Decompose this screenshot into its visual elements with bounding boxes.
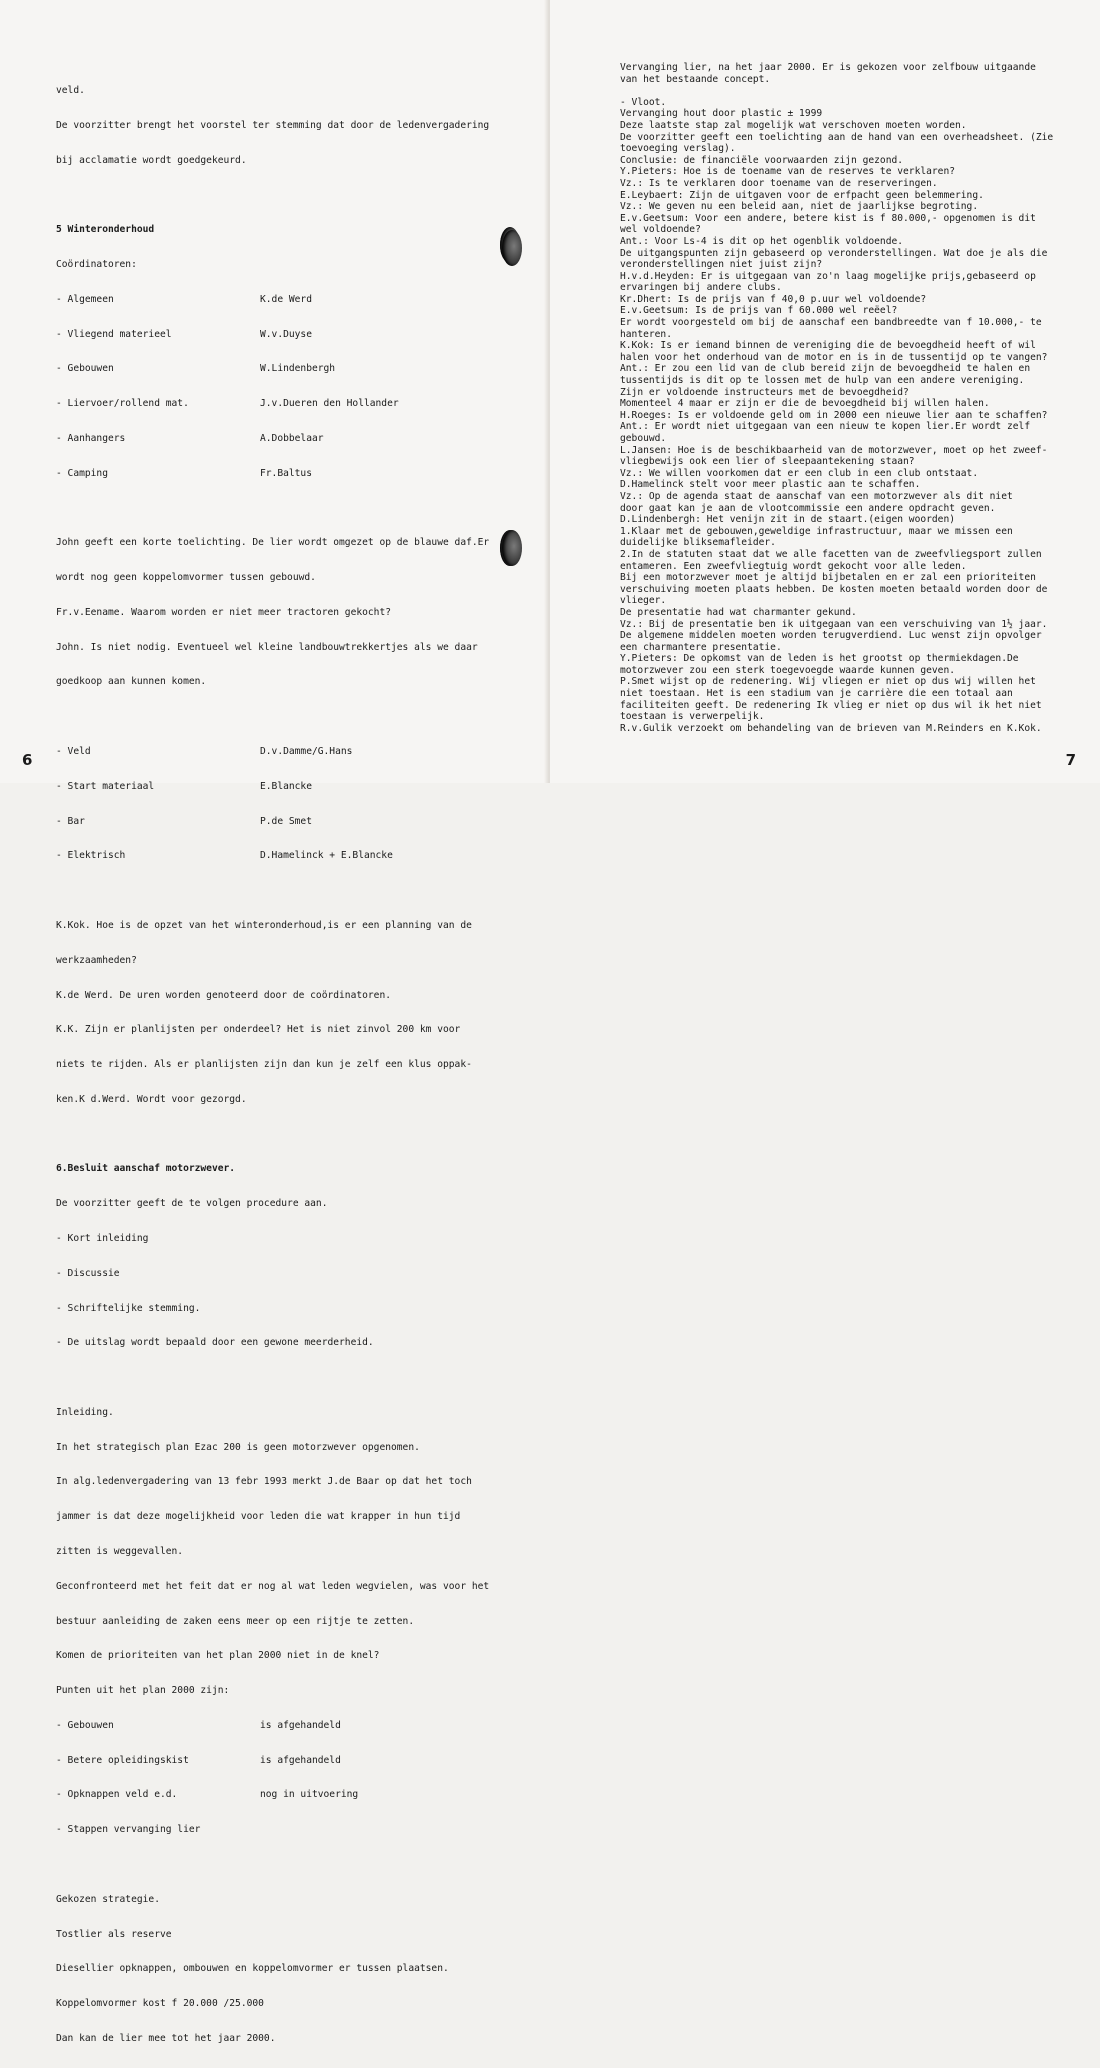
- text-line: De algemene middelen moeten worden terugverdiend. Luc wenst zijn opvolger: [620, 630, 1042, 642]
- text-line: niet toestaan. Het is een stadium van je carrière die een totaal aan: [620, 688, 1013, 700]
- punch-hole: [502, 230, 522, 266]
- text-line: faciliteiten geeft. De redenering Ik vlieg er niet op dus wil ik het niet: [620, 699, 1042, 711]
- text-line: toevoeging verslag).: [620, 143, 736, 155]
- text-line: Conclusie: de financiële voorwaarden zijn gezond.: [620, 154, 904, 166]
- text-line: 1.Klaar met de gebouwen,geweldige infrastructuur, maar we missen een: [620, 525, 1013, 537]
- text-line: een charmantere presentatie.: [620, 641, 782, 653]
- page-number: 7: [1065, 751, 1076, 769]
- plan-row: - Gebouwen is afgehandeld: [56, 1719, 341, 1731]
- text-line: motorzwever zou een sterk toegevoegde waarde kunnen geven.: [620, 664, 956, 676]
- text-line: hanteren.: [620, 328, 672, 340]
- text-line: toestaan is verwerpelijk.: [620, 711, 765, 723]
- coordinator-row: - Vliegend materieel W.v.Duyse: [56, 328, 312, 340]
- text-line: - De uitslag wordt bepaald door een gewone meerderheid.: [56, 1337, 374, 1349]
- text-line: Vz.: We geven nu een beleid aan, niet de jaarlijkse begroting.: [620, 201, 979, 213]
- text-line: gebouwd.: [620, 433, 667, 444]
- text-line: R.v.Gulik verzoekt om behandeling van de brieven van M.Reinders en K.Kok.: [620, 722, 1042, 734]
- text-line: Vervanging lier, na het jaar 2000. Er is gekozen voor zelfbouw uitgaande: [620, 62, 1036, 73]
- text-line: Vz.: We willen voorkomen dat er een club in een club ontstaat.: [620, 467, 979, 479]
- coordinator-row: - Gebouwen W.Lindenbergh: [56, 363, 336, 375]
- text-line: Momenteel 4 maar er zijn er die de bevoegdheid bij willen halen.: [620, 398, 990, 410]
- right-column: [620, 62, 1080, 734]
- text-line: E.v.Geetsum: Voor een andere, betere kist is f 80.000,- opgenomen is dit: [620, 212, 1036, 224]
- text-line: verschuiving moeten plaats hebben. De kosten moeten betaald worden door de: [620, 583, 1048, 595]
- text-line: Geconfronteerd met het feit dat er nog al wat leden wegvielen, was voor het: [56, 1580, 490, 1592]
- intro-line: bij acclamatie wordt goedgekeurd.: [56, 154, 247, 166]
- text-line: Ant.: Er wordt niet uitgegaan van een nieuw te kopen lier.Er wordt zelf: [620, 421, 1031, 433]
- text-line: Bij een motorzwever moet je altijd bijbetalen en er zal een prioriteiten: [620, 572, 1036, 584]
- text-line: entameren. Een zweefvliegtuig wordt gekocht voor alle leden.: [620, 560, 967, 572]
- text-line: Kr.Dhert: Is de prijs van f 40,0 p.uur wel voldoende?: [620, 293, 927, 305]
- plan-row: - Opknappen veld e.d. nog in uitvoering: [56, 1789, 359, 1801]
- text-line: K.de Werd. De uren worden genoteerd door de coördinatoren.: [56, 989, 392, 1001]
- text-line: P.Smet wijst op de redenering. Wij vliegen er niet op dus wij willen het: [620, 676, 1036, 688]
- intro-line: De voorzitter brengt het voorstel ter stemming dat door de ledenvergadering: [56, 119, 490, 131]
- coordinator-row: - Liervoer/rollend mat. J.v.Dueren den Hollander: [56, 398, 399, 410]
- section6-heading: 6.Besluit aanschaf motorzwever.: [56, 1163, 236, 1175]
- text-line: Vz.: Op de agenda staat de aanschaf van een motorzwever als dit niet: [620, 490, 1013, 502]
- text-line: Er wordt voorgesteld om bij de aanschaf een bandbreedte van f 10.000,- te: [620, 317, 1042, 329]
- text-line: goedkoop aan kunnen komen.: [56, 676, 207, 688]
- coordinator-row: - Aanhangers A.Dobbelaar: [56, 433, 324, 444]
- coordinator-row: - Bar P.de Smet: [56, 815, 312, 827]
- left-column: [56, 62, 526, 2068]
- text-line: 2.In de statuten staat dat we alle facetten van de zweefvliegsport zullen: [620, 548, 1042, 560]
- text-line: Dan kan de lier mee tot het jaar 2000.: [56, 2032, 276, 2044]
- coordinator-row: - Elektrisch D.Hamelinck + E.Blancke: [56, 850, 393, 862]
- text-line: Tostlier als reserve: [56, 1928, 172, 1940]
- text-line: Ant.: Voor Ls-4 is dit op het ogenblik voldoende.: [620, 235, 904, 247]
- coordinator-row: - Algemeen K.de Werd: [56, 293, 312, 305]
- text-line: - Kort inleiding: [56, 1232, 149, 1244]
- text-line: vlieger.: [620, 595, 667, 607]
- text-line: Diesellier opknappen, ombouwen en koppelomvormer er tussen plaatsen.: [56, 1963, 449, 1975]
- text-line: Inleiding.: [56, 1406, 114, 1418]
- text-line: - Schriftelijke stemming.: [56, 1302, 201, 1314]
- text-line: John. Is niet nodig. Eventueel wel kleine landbouwtrekkertjes als we daar: [56, 641, 478, 653]
- section5-subheading: Coördinatoren:: [56, 259, 137, 271]
- text-line: - Vloot.: [620, 96, 667, 108]
- text-line: D.Hamelinck stelt voor meer plastic aan te schaffen.: [620, 479, 921, 491]
- text-line: [620, 85, 1080, 97]
- text-line: vliegbewijs ook een lier of sleepaantekening staan?: [620, 456, 915, 468]
- text-line: van het bestaande concept.: [620, 73, 771, 85]
- text-line: bestuur aanleiding de zaken eens meer op een rijtje te zetten.: [56, 1615, 415, 1627]
- text-line: Ant.: Er zou een lid van de club bereid zijn de bevoegdheid te halen en: [620, 363, 1031, 375]
- text-line: Gekozen strategie.: [56, 1893, 160, 1905]
- text-line: wel voldoende?: [620, 224, 701, 236]
- page-number: 6: [22, 751, 33, 769]
- text-line: - Discussie: [56, 1267, 120, 1279]
- text-line: Komen de prioriteiten van het plan 2000 niet in de knel?: [56, 1650, 380, 1662]
- text-line: Vz.: Bij de presentatie ben ik uitgegaan van een verschuiving van 1½ jaar.: [620, 618, 1048, 630]
- text-line: In alg.ledenvergadering van 13 febr 1993 merkt J.de Baar op dat het toch: [56, 1476, 472, 1488]
- text-line: Koppelomvormer kost f 20.000 /25.000: [56, 1998, 264, 2010]
- text-line: Y.Pieters: De opkomst van de leden is het grootst op thermiekdagen.De: [620, 653, 1019, 665]
- section5-heading: 5 Winteronderhoud: [56, 224, 155, 236]
- text-line: werkzaamheden?: [56, 954, 137, 966]
- text-line: De voorzitter geeft de te volgen procedure aan.: [56, 1198, 328, 1210]
- text-line: L.Jansen: Hoe is de beschikbaarheid van de motorzwever, moet op het zweef-: [620, 444, 1048, 456]
- text-line: halen voor het onderhoud van de motor en is in de tussentijd op te vangen?: [620, 351, 1048, 363]
- text-line: H.v.d.Heyden: Er is uitgegaan van zo'n laag mogelijke prijs,gebaseerd op: [620, 270, 1036, 282]
- text-line: De presentatie had wat charmanter gekund.: [620, 606, 857, 618]
- text-line: Vz.: Is te verklaren door toename van de reserveringen.: [620, 177, 938, 189]
- text-line: Deze laatste stap zal mogelijk wat verschoven moeten worden.: [620, 119, 967, 131]
- text-line: zitten is weggevallen.: [56, 1546, 184, 1557]
- text-line: Vervanging hout door plastic ± 1999: [620, 108, 823, 120]
- text-line: De voorzitter geeft een toelichting aan de hand van een overheadsheet. (Zie: [620, 131, 1054, 143]
- intro-line: veld.: [56, 85, 85, 97]
- text-line: ken.K d.Werd. Wordt voor gezorgd.: [56, 1093, 247, 1105]
- text-line: K.Kok: Is er iemand binnen de vereniging die de bevoegdheid heeft of wil: [620, 340, 1036, 352]
- text-line: John geeft een korte toelichting. De lier wordt omgezet op de blauwe daf.Er: [56, 537, 490, 549]
- text-line: duidelijke bliksemafleider.: [620, 537, 776, 549]
- text-line: E.v.Geetsum: Is de prijs van f 60.000 wel reëel?: [620, 305, 898, 317]
- text-line: E.Leybaert: Zijn de uitgaven voor de erfpacht geen belemmering.: [620, 189, 984, 201]
- coordinator-row: - Start materiaal E.Blancke: [56, 780, 312, 792]
- right-page: [549, 0, 1100, 783]
- text-line: niets te rijden. Als er planlijsten zijn dan kun je zelf een klus oppak-: [56, 1059, 472, 1071]
- left-page: [0, 0, 549, 2044]
- text-line: De uitgangspunten zijn gebaseerd op veronderstellingen. Wat doe je als die: [620, 247, 1048, 259]
- text-line: tussentijds is dit op te lossen met de hulp van een andere vereniging.: [620, 375, 1025, 387]
- text-line: K.Kok. Hoe is de opzet van het winteronderhoud,is er een planning van de: [56, 919, 472, 931]
- text-line: K.K. Zijn er planlijsten per onderdeel? Het is niet zinvol 200 km voor: [56, 1024, 461, 1036]
- text-line: wordt nog geen koppelomvormer tussen gebouwd.: [56, 572, 316, 584]
- plan-row: - Betere opleidingskist is afgehandeld: [56, 1754, 341, 1766]
- punch-hole: [502, 530, 522, 566]
- text-line: Zijn er voldoende instructeurs met de bevoegdheid?: [620, 386, 909, 398]
- text-line: veronderstellingen niet juist zijn?: [620, 259, 823, 271]
- coordinator-row: - Camping Fr.Baltus: [56, 467, 312, 479]
- text-line: door gaat kan je aan de vlootcommissie een andere opdracht geven.: [620, 502, 996, 514]
- text-line: D.Lindenbergh: Het venijn zit in de staart.(eigen woorden): [620, 514, 956, 526]
- text-line: Punten uit het plan 2000 zijn:: [56, 1685, 230, 1697]
- text-line: ervaringen bij andere clubs.: [620, 282, 782, 294]
- plan-row: - Stappen vervanging lier: [56, 1824, 201, 1836]
- text-line: Y.Pieters: Hoe is de toename van de reserves te verklaren?: [620, 166, 956, 178]
- text-line: jammer is dat deze mogelijkheid voor leden die wat krapper in hun tijd: [56, 1511, 461, 1523]
- text-line: Fr.v.Eename. Waarom worden er niet meer tractoren gekocht?: [56, 606, 392, 618]
- coordinator-row: - Veld D.v.Damme/G.Hans: [56, 746, 353, 758]
- text-line: In het strategisch plan Ezac 200 is geen motorzwever opgenomen.: [56, 1441, 420, 1453]
- text-line: H.Roeges: Is er voldoende geld om in 2000 een nieuwe lier aan te schaffen?: [620, 409, 1048, 421]
